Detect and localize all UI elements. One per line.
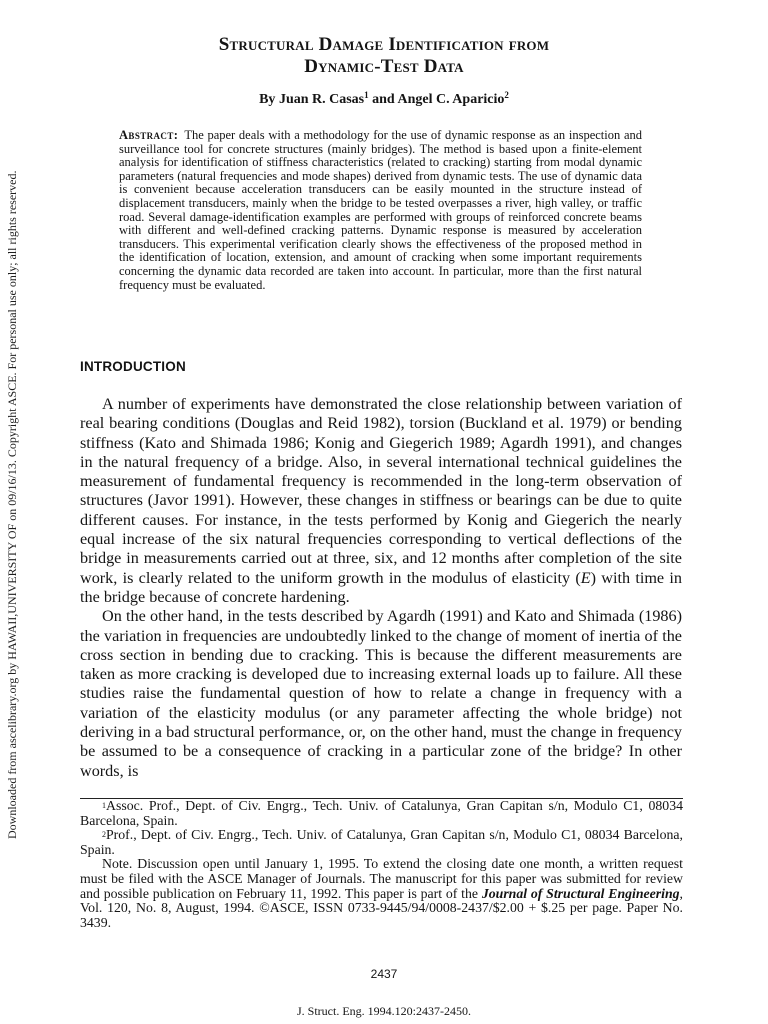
paper-title xyxy=(80,34,688,78)
abstract-text: The paper deals with a methodology for the use of dynamic response as an inspection and surveillance tool for concrete structures (mainly bridges). The method is based upon a finite-element analysis for identification of stiffness characteristics (related to cracking) starting from modal dynamic parameters (natural frequencies and mode shapes) derived from dynamic tests. The use of dynamic data is convenient because acceleration transducers can be easily mounted in the structure instead of displacement transducers, mainly when the bridge to be tested overpasses a river, high valley, or traffic road. Several damage-identification examples are performed with groups of reinforced concrete beams with different and well-defined cracking patterns. Dynamic response is measured by acceleration transducers. This experimental verification clearly shows the effectiveness of the proposed method in the identification of location, extension, and amount of cracking when some important requirements concerning the dynamic data recorded are taken into account. In particular, more than the first natural frequency must be evaluated. xyxy=(119,128,642,292)
variable-e: E xyxy=(580,568,591,587)
discussion-note xyxy=(80,857,683,930)
note-text-a: Note. Discussion open until January 1, 1995. To extend the closing date one month, a written request must be filed with the ASCE Manager of Journals. The manuscript for this paper was submitted for review and possible publication on February 11, 1992. This paper is part of the xyxy=(80,856,683,901)
section-heading-introduction: INTRODUCTION xyxy=(80,359,186,374)
footnote-2-mark: 2 xyxy=(102,830,106,840)
footnote-1-mark: 1 xyxy=(102,801,106,810)
paragraph-1-text-b: ) with time in the bridge because of concrete hardening. xyxy=(80,568,682,606)
author-1-name: Juan R. Casas xyxy=(278,92,365,107)
footnote-1 xyxy=(80,799,683,828)
journal-name: Journal of Structural Engineering xyxy=(481,885,680,901)
title-line-2: Dynamic-Test Data xyxy=(304,56,464,77)
author-2-footnote-mark: 2 xyxy=(504,90,509,100)
footnote-2 xyxy=(80,828,683,857)
paragraph-1 xyxy=(80,395,682,607)
page-number: 2437 xyxy=(370,967,398,981)
paragraph-1-text-a: A number of experiments have demonstrated the close relationship between variation of real bearing conditions (Douglas and Reid 1982), torsion (Buckland et al. 1979) or bending stiffness (Kato and Shimada 1986; Konig and Giegerich 1989; Agardh 1991), and changes in the natural frequency of a bridge. Also, in several international technical guidelines the measurement of fundamental frequency is recommended in the long-term observation of structures (Javor 1991). However, these changes in stiffness or bearings can be due to quite different causes. For instance, in the tests performed by Konig and Giegerich the nearly equal increase of the six natural frequencies corresponding to vertical deflections of the bridge in measurements carried out at three, six, and 12 months after completion of the site work, is clearly related to the uniform growth in the modulus of elasticity ( xyxy=(80,395,682,587)
abstract xyxy=(119,129,642,292)
body-text xyxy=(80,395,682,781)
author-connector: and xyxy=(372,92,395,107)
paragraph-2: On the other hand, in the tests described by Agardh (1991) and Kato and Shimada (1986) the variation in frequencies are undoubtedly linked to the change of moment of inertia of the cross section in bending due to cracking. This is because the different measurements are taken as more cracking is developed due to increasing external loads up to failure. All these studies raise the fundamental question of how to relate a change in frequency with a variation of the elasticity modulus (or any parameter affecting the whole bridge) not deriving in a bad structural performance, or, on the other hand, must the change in frequency be assumed to be a consequence of cracking in a particular zone of the bridge? In other words, is xyxy=(80,607,682,780)
title-line-1: Structural Damage Identification from xyxy=(218,34,550,55)
author-1-footnote-mark: 1 xyxy=(364,90,369,100)
footnote-2-text: Prof., Dept. of Civ. Engrg., Tech. Univ. of Catalunya, Gran Capitan s/n, Modulo C1, 08034 Barcelona, Spain. xyxy=(80,827,683,857)
note-text-b: , Vol. 120, No. 8, August, 1994. ©ASCE, ISSN 0733-9445/94/0008-2437/$2.00 + $.25 per page. Paper No. 3439. xyxy=(80,885,683,930)
download-watermark: Downloaded from ascelibrary.org by HAWAII,UNIVERSITY OF on 09/16/13. Copyright ASCE. For personal use only; all rights reserved. xyxy=(5,170,19,840)
author-line xyxy=(80,92,688,108)
citation-footer: J. Struct. Eng. 1994.120:2437-2450. xyxy=(297,1004,471,1018)
footnote-1-text: Assoc. Prof., Dept. of Civ. Engrg., Tech. Univ. of Catalunya, Gran Capitan s/n, Modulo C1, 08034 Barcelona, Spain. xyxy=(80,798,683,828)
by-prefix: By xyxy=(259,92,276,107)
author-2-name: Angel C. Aparicio xyxy=(397,92,505,107)
footnotes xyxy=(80,799,683,930)
abstract-label: Abstract: xyxy=(119,128,179,142)
